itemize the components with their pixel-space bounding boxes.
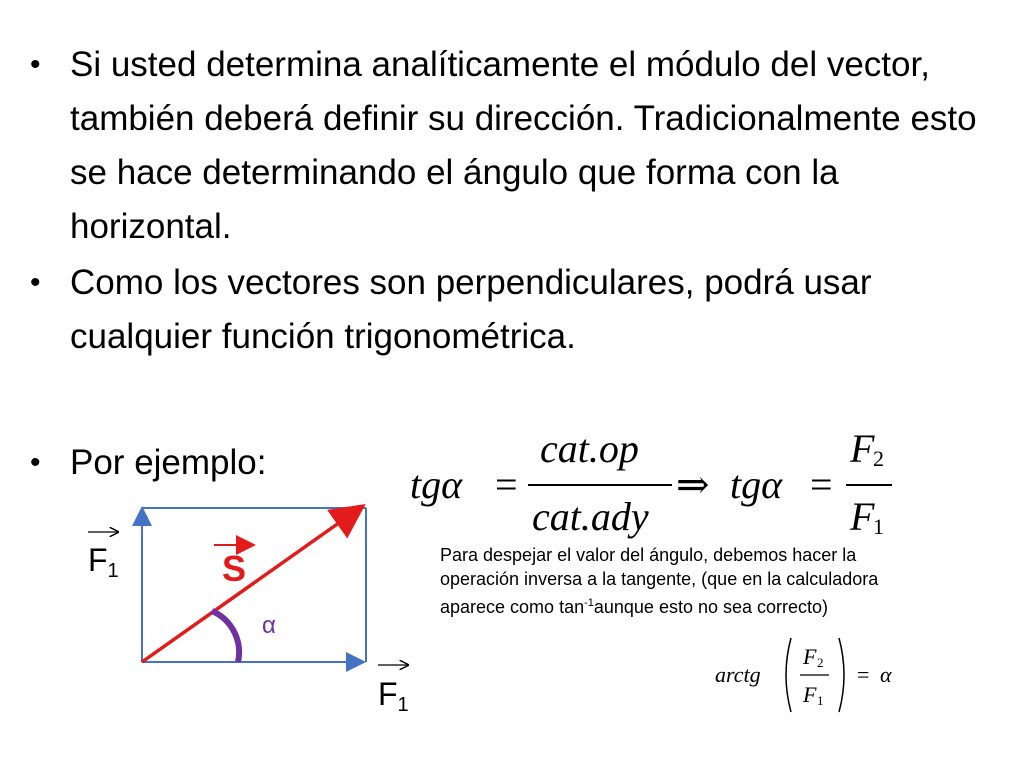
arctg-func: arctg bbox=[715, 662, 761, 687]
arctg-equals: = bbox=[857, 662, 870, 687]
bullet-text-2: Como los vectores son perpendiculares, podrá usar cualquier función trigonométrica. bbox=[70, 263, 872, 356]
bullet-marker: • bbox=[30, 48, 41, 81]
label-alpha: α bbox=[262, 612, 276, 639]
angle-arc bbox=[212, 611, 239, 662]
formula-equals: = bbox=[495, 462, 518, 507]
formula-numerator-2-sub: 2 bbox=[873, 446, 884, 471]
bullet-text-3: Por ejemplo: bbox=[70, 443, 267, 482]
arctg-rhs: α bbox=[880, 662, 892, 687]
formula-numerator-2: F bbox=[850, 430, 875, 471]
formula-lhs: tgα bbox=[410, 462, 463, 507]
bullet-text-1: Si usted determina analíticamente el módulo del vector, también deberá definir su dirección. Tradicionalmente esto se hace determinando el ángulo que forma con la horizontal. bbox=[70, 45, 977, 246]
formula-implies: ⇒ bbox=[676, 462, 710, 507]
label-f1-horizontal: $F_1$ bbox=[378, 676, 409, 716]
bullet-marker: • bbox=[30, 266, 41, 299]
arctg-denominator: F bbox=[803, 682, 817, 707]
arctg-formula bbox=[715, 630, 915, 720]
formula-denominator-2: F bbox=[850, 494, 875, 539]
arctg-numerator: F bbox=[803, 644, 817, 669]
label-f1-vertical: $F_1$ bbox=[88, 542, 119, 582]
label-s: S bbox=[222, 548, 247, 589]
formula-equals-2: = bbox=[810, 462, 833, 507]
left-parenthesis bbox=[786, 638, 791, 712]
right-parenthesis bbox=[839, 638, 844, 712]
formula-lhs-2: tgα bbox=[730, 462, 783, 507]
formula-denominator-2-sub: 1 bbox=[873, 514, 884, 539]
resultant-vector-s bbox=[142, 508, 360, 662]
formula-denominator: cat.ady bbox=[532, 494, 649, 539]
explanation-note: Para despejar el valor del ángulo, debemos hacer la operación inversa a la tangente, (que en la calculadora aparece como $\tan^{-1}aunque$ esto no sea correcto) bbox=[440, 545, 879, 617]
arctg-numerator-sub: 2 bbox=[817, 655, 824, 670]
bullet-marker: • bbox=[30, 446, 41, 479]
arctg-denominator-sub: 1 bbox=[817, 693, 824, 708]
formula-numerator: cat.op bbox=[540, 430, 639, 471]
